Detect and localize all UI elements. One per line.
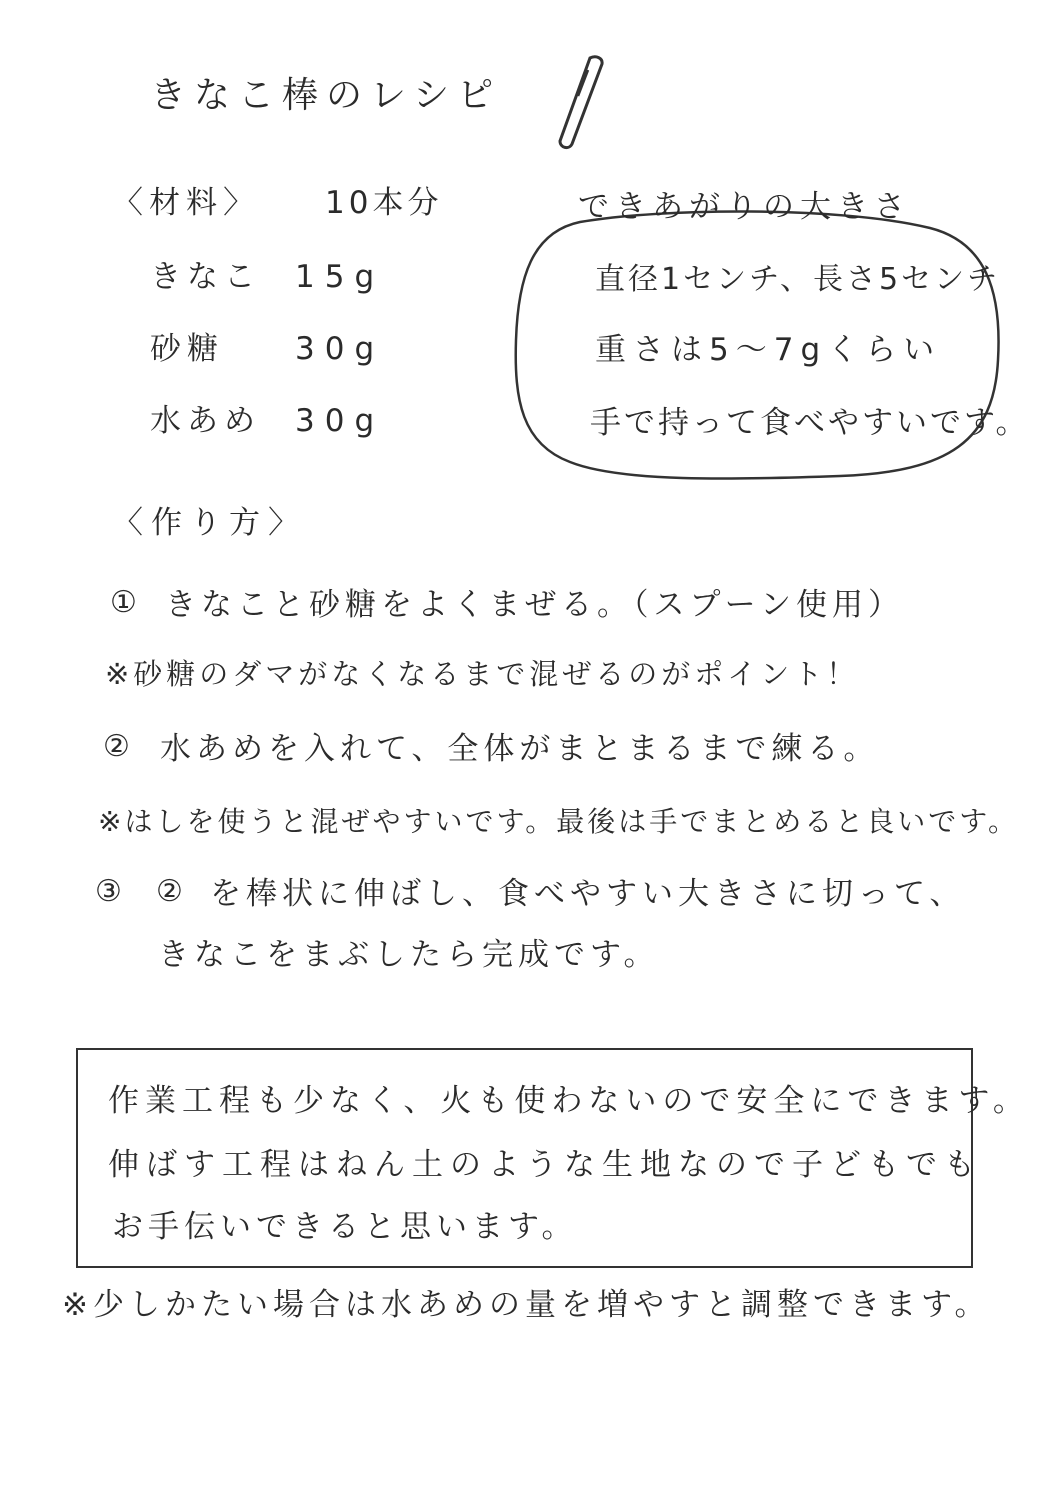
step-text: を棒状に伸ばし、食べやすい大きさに切って、 [210, 876, 966, 912]
size-line: 重さは5〜7gくらい [595, 332, 942, 368]
size-line: 直径1センチ、長さ5センチ [595, 262, 1001, 297]
ingredient-amount: 30g [295, 403, 385, 439]
note-box-line: 伸ばす工程はねん土のような生地なので子どもでも [108, 1147, 982, 1183]
note-box-line: 作業工程も少なく、火も使わないので安全にできます。 [108, 1083, 1030, 1119]
ingredients-heading: 〈材料〉 [112, 185, 260, 221]
step-reference: ② [156, 874, 183, 909]
method-heading: 〈作り方〉 [112, 505, 307, 541]
ingredient-amount: 15g [295, 259, 385, 295]
step-text: 水あめを入れて、全体がまとまるまで練る。 [160, 731, 880, 767]
ingredient-name: 水あめ [150, 403, 261, 439]
kinako-stick-icon [548, 52, 618, 152]
step-text-continued: きなこをまぶしたら完成です。 [158, 937, 660, 973]
servings: 10本分 [325, 185, 443, 221]
page-title: きなこ棒のレシピ [150, 75, 502, 116]
step-number: ③ [95, 874, 122, 909]
footer-note: ※少しかたい場合は水あめの量を増やすと調整できます。 [62, 1287, 991, 1323]
ingredient-name: 砂糖 [150, 331, 224, 367]
step-text: きなこと砂糖をよくまぜる。（スプーン使用） [165, 587, 904, 623]
note-box-line: お手伝いできると思います。 [112, 1209, 578, 1245]
step-note: ※砂糖のダマがなくなるまで混ぜるのがポイント！ [105, 657, 860, 691]
ingredient-name: きなこ [150, 259, 261, 295]
ingredient-amount: 30g [295, 331, 385, 367]
size-line: 手で持って食べやすいです。 [590, 405, 1030, 441]
size-title: できあがりの大きさ [578, 189, 911, 225]
step-number: ① [110, 585, 137, 620]
step-note: ※はしを使うと混ぜやすいです。最後は手でまとめると良いです。 [98, 805, 1019, 838]
step-number: ② [103, 729, 130, 764]
